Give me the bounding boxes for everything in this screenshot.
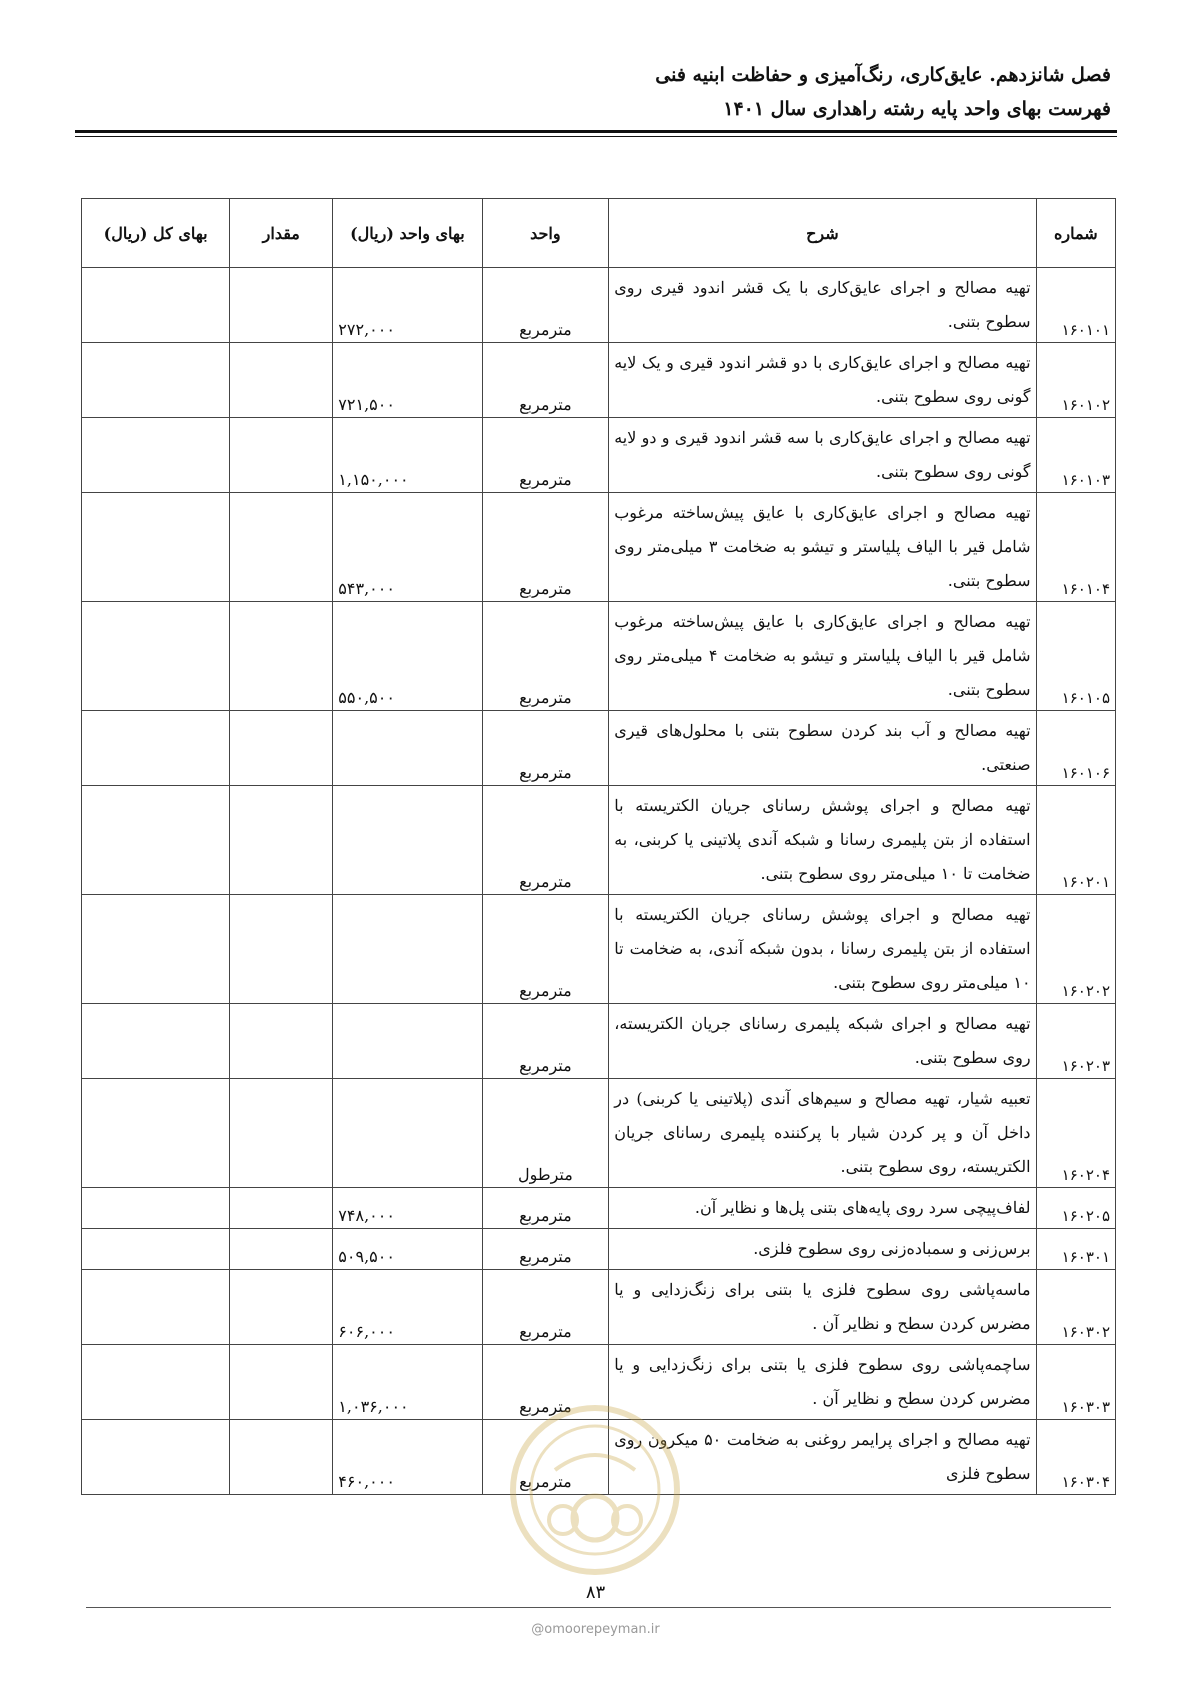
item-code: ۱۶۰۲۰۳ [1036,1004,1115,1079]
table-row [82,786,1116,895]
price-list-title: فهرست بهای واحد پایه رشته راهداری سال ۱۴۰۱ [723,98,1111,120]
item-description: تهیه مصالح و اجرای شبکه پلیمری رسانای جریان الکتریسته، روی سطوح بتنی. [609,1004,1036,1079]
item-quantity [230,1079,333,1188]
chapter-title: فصل شانزدهم. عایق‌کاری، رنگ‌آمیزی و حفاظت ابنیه فنی [655,64,1111,86]
item-total-price [82,418,230,493]
column-header-description: شرح [609,199,1036,268]
table-row [82,895,1116,1004]
item-code: ۱۶۰۲۰۲ [1036,895,1115,1004]
page-header [71,58,1111,126]
item-description: تهیه مصالح و اجرای عایق‌کاری با عایق پیش‌ساخته مرغوب شامل قیر با الیاف پلیاستر و تیشو به ضخامت ۳ میلی‌متر روی سطوح بتنی. [609,493,1036,602]
item-description: تهیه مصالح و اجرای عایق‌کاری با یک قشر اندود قیری روی سطوح بتنی. [609,268,1036,343]
item-code: ۱۶۰۱۰۵ [1036,602,1115,711]
item-code: ۱۶۰۳۰۴ [1036,1420,1115,1495]
item-quantity [230,268,333,343]
item-total-price [82,602,230,711]
item-unit: مترمربع [482,1420,609,1495]
column-header-unit: واحد [482,199,609,268]
item-description: تهیه مصالح و آب بند کردن سطوح بتنی با محلول‌های قیری صنعتی. [609,711,1036,786]
item-code: ۱۶۰۲۰۱ [1036,786,1115,895]
item-unit-price: ۴۶۰,۰۰۰ [333,1420,482,1495]
item-unit: مترمربع [482,1004,609,1079]
item-quantity [230,711,333,786]
item-description: تهیه مصالح و اجرای عایق‌کاری با دو قشر اندود قیری و یک لایه گونی روی سطوح بتنی. [609,343,1036,418]
item-description: تعبیه شیار، تهیه مصالح و سیم‌های آندی (پلاتینی یا کربنی) در داخل آن و پر کردن شیار با پرکننده پلیمری رسانای جریان الکتریسته، روی سطوح بتنی. [609,1079,1036,1188]
item-unit-price: ۵۰۹,۵۰۰ [333,1229,482,1270]
item-total-price [82,1229,230,1270]
item-description: برس‌زنی و سمباده‌زنی روی سطوح فلزی. [609,1229,1036,1270]
table-row [82,1004,1116,1079]
item-quantity [230,602,333,711]
header-rule-thick [75,130,1117,133]
item-code: ۱۶۰۲۰۵ [1036,1188,1115,1229]
item-unit-price [333,786,482,895]
item-quantity [230,1004,333,1079]
item-unit: مترمربع [482,711,609,786]
column-header-unit-price: بهای واحد (ریال) [333,199,482,268]
item-code: ۱۶۰۱۰۲ [1036,343,1115,418]
item-code: ۱۶۰۳۰۱ [1036,1229,1115,1270]
item-code: ۱۶۰۳۰۳ [1036,1345,1115,1420]
item-unit: مترمربع [482,343,609,418]
item-quantity [230,786,333,895]
item-total-price [82,493,230,602]
table-row [82,1188,1116,1229]
item-code: ۱۶۰۱۰۶ [1036,711,1115,786]
item-total-price [82,1004,230,1079]
item-total-price [82,1188,230,1229]
table-row [82,493,1116,602]
table-row [82,602,1116,711]
header-rule-thin [75,136,1117,137]
table-row [82,1270,1116,1345]
table-row [82,711,1116,786]
item-unit-price: ۷۲۱,۵۰۰ [333,343,482,418]
item-unit: مترمربع [482,1345,609,1420]
item-unit: مترمربع [482,1229,609,1270]
item-code: ۱۶۰۱۰۳ [1036,418,1115,493]
item-total-price [82,1420,230,1495]
item-code: ۱۶۰۱۰۴ [1036,493,1115,602]
item-description: تهیه مصالح و اجرای پوشش رسانای جریان الکتریسته با استفاده از بتن پلیمری رسانا ، بدون شبکه آندی، به ضخامت تا ۱۰ میلی‌متر روی سطوح بتنی. [609,895,1036,1004]
item-unit: مترمربع [482,602,609,711]
item-unit-price: ۶۰۶,۰۰۰ [333,1270,482,1345]
table-row [82,268,1116,343]
item-description: لفاف‌پیچی سرد روی پایه‌های بتنی پل‌ها و نظایر آن. [609,1188,1036,1229]
item-total-price [82,711,230,786]
item-code: ۱۶۰۲۰۴ [1036,1079,1115,1188]
item-code: ۱۶۰۳۰۲ [1036,1270,1115,1345]
item-unit-price [333,895,482,1004]
item-quantity [230,418,333,493]
item-quantity [230,895,333,1004]
item-quantity [230,1188,333,1229]
item-unit-price: ۱,۰۳۶,۰۰۰ [333,1345,482,1420]
watermark-site: @omoorepeyman.ir [531,1622,660,1637]
item-total-price [82,268,230,343]
item-quantity [230,1420,333,1495]
footer-rule [86,1607,1111,1608]
item-quantity [230,1345,333,1420]
item-description: تهیه مصالح و اجرای عایق‌کاری با عایق پیش‌ساخته مرغوب شامل قیر با الیاف پلیاستر و تیشو به ضخامت ۴ میلی‌متر روی سطوح بتنی. [609,602,1036,711]
item-unit-price: ۷۴۸,۰۰۰ [333,1188,482,1229]
item-description: تهیه مصالح و اجرای پرایمر روغنی به ضخامت ۵۰ میکرون روی سطوح فلزی [609,1420,1036,1495]
item-unit: مترمربع [482,418,609,493]
item-description: تهیه مصالح و اجرای عایق‌کاری با سه قشر اندود قیری و دو لایه گونی روی سطوح بتنی. [609,418,1036,493]
item-description: ساچمه‌پاشی روی سطوح فلزی یا بتنی برای زنگ‌زدایی و یا مضرس کردن سطح و نظایر آن . [609,1345,1036,1420]
watermark-seal-icon [505,1400,685,1580]
item-unit: مترمربع [482,786,609,895]
item-total-price [82,1079,230,1188]
column-header-code: شماره [1036,199,1115,268]
item-quantity [230,493,333,602]
item-unit-price [333,711,482,786]
item-unit-price [333,1004,482,1079]
item-unit: مترمربع [482,1270,609,1345]
column-header-total-price: بهای کل (ریال) [82,199,230,268]
item-total-price [82,343,230,418]
item-unit-price: ۵۴۳,۰۰۰ [333,493,482,602]
item-unit-price [333,1079,482,1188]
item-quantity [230,1270,333,1345]
item-total-price [82,895,230,1004]
table-row [82,343,1116,418]
item-quantity [230,343,333,418]
item-description: تهیه مصالح و اجرای پوشش رسانای جریان الکتریسته با استفاده از بتن پلیمری رسانا و شبکه آندی پلاتینی یا کربنی، به ضخامت تا ۱۰ میلی‌متر روی سطوح بتنی. [609,786,1036,895]
item-quantity [230,1229,333,1270]
item-unit: مترمربع [482,268,609,343]
table-row [82,1229,1116,1270]
item-total-price [82,1270,230,1345]
page-number: ۸۳ [585,1582,606,1603]
item-unit-price: ۵۵۰,۵۰۰ [333,602,482,711]
item-unit: مترمربع [482,1188,609,1229]
price-table [81,198,1116,1495]
column-header-quantity: مقدار [230,199,333,268]
item-total-price [82,786,230,895]
item-unit: مترمربع [482,895,609,1004]
item-unit: مترطول [482,1079,609,1188]
table-row [82,1079,1116,1188]
table-row [82,418,1116,493]
item-total-price [82,1345,230,1420]
item-unit: مترمربع [482,493,609,602]
item-unit-price: ۱,۱۵۰,۰۰۰ [333,418,482,493]
item-code: ۱۶۰۱۰۱ [1036,268,1115,343]
table-header-row [82,199,1116,268]
item-unit-price: ۲۷۲,۰۰۰ [333,268,482,343]
item-description: ماسه‌پاشی روی سطوح فلزی یا بتنی برای زنگ‌زدایی و یا مضرس کردن سطح و نظایر آن . [609,1270,1036,1345]
